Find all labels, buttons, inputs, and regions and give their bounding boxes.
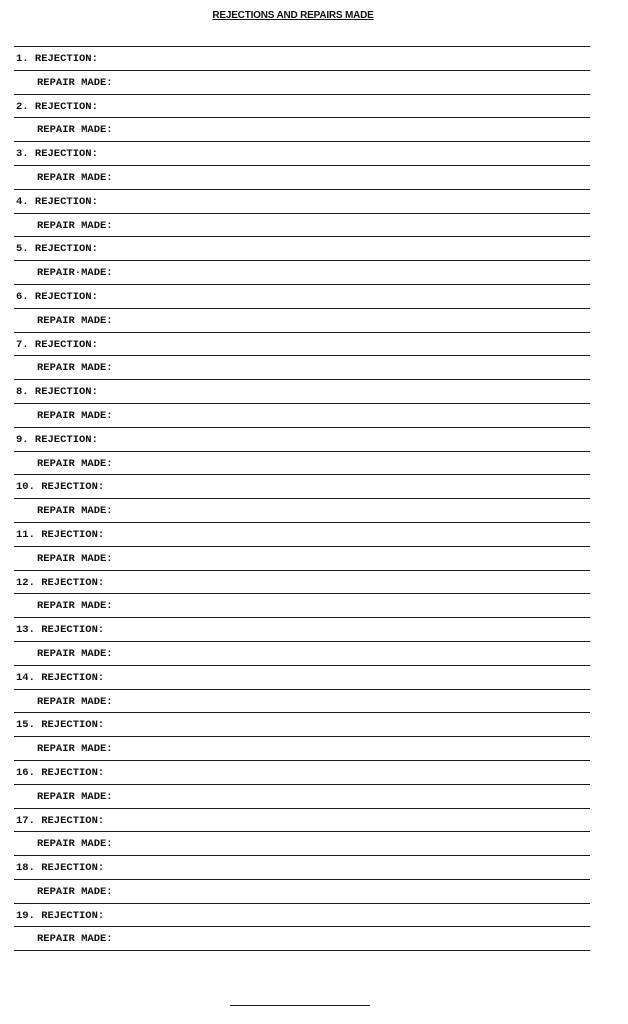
repair-made-label: REPAIR MADE: (37, 457, 113, 470)
repair-made-label: REPAIR MADE: (37, 409, 113, 422)
rejection-label: 6. REJECTION: (16, 290, 98, 303)
rejection-row[interactable] (14, 856, 590, 880)
rejection-form (14, 46, 590, 951)
rejection-label: 16. REJECTION: (16, 766, 105, 779)
repair-made-label: REPAIR MADE: (37, 743, 113, 756)
rejection-label: 12. REJECTION: (16, 576, 105, 589)
repair-made-label: REPAIR MADE: (37, 647, 113, 660)
footer-divider (230, 1005, 370, 1006)
rejection-label: 8. REJECTION: (16, 386, 98, 399)
rejection-row[interactable] (14, 904, 590, 928)
repair-made-label: REPAIR MADE: (37, 362, 113, 375)
repair-made-row[interactable] (14, 594, 590, 618)
repair-made-label: REPAIR MADE: (37, 695, 113, 708)
repair-made-label: REPAIR MADE: (37, 838, 113, 851)
repair-made-label: REPAIR MADE: (37, 552, 113, 565)
repair-made-row[interactable] (14, 642, 590, 666)
rejection-label: 2. REJECTION: (16, 100, 98, 113)
rejection-row[interactable] (14, 713, 590, 737)
repair-made-row[interactable] (14, 547, 590, 571)
rejection-row[interactable] (14, 190, 590, 214)
repair-made-label: REPAIR MADE: (37, 76, 113, 89)
rejection-row[interactable] (14, 285, 590, 309)
rejection-label: 15. REJECTION: (16, 719, 105, 732)
rejection-row[interactable] (14, 618, 590, 642)
repair-made-row[interactable] (14, 309, 590, 333)
repair-made-row[interactable] (14, 880, 590, 904)
rejection-row[interactable] (14, 142, 590, 166)
repair-made-row[interactable] (14, 71, 590, 95)
rejection-row[interactable] (14, 475, 590, 499)
page-title: REJECTIONS AND REPAIRS MADE (212, 10, 374, 21)
repair-made-label: REPAIR MADE: (37, 505, 113, 518)
rejection-label: 11. REJECTION: (16, 528, 105, 541)
rejection-row[interactable] (14, 809, 590, 833)
repair-made-label: REPAIR MADE: (37, 885, 113, 898)
rejection-row[interactable] (14, 761, 590, 785)
rejection-label: 13. REJECTION: (16, 624, 105, 637)
rejection-row[interactable] (14, 47, 590, 71)
repair-made-row[interactable] (14, 785, 590, 809)
repair-made-label: REPAIR MADE: (37, 600, 113, 613)
repair-made-row[interactable] (14, 737, 590, 761)
rejection-row[interactable] (14, 95, 590, 119)
rejection-label: 5. REJECTION: (16, 243, 98, 256)
repair-made-row[interactable] (14, 832, 590, 856)
repair-made-label: REPAIR MADE: (37, 171, 113, 184)
repair-made-row[interactable] (14, 261, 590, 285)
rejection-row[interactable] (14, 237, 590, 261)
repair-made-row[interactable] (14, 499, 590, 523)
repair-made-label: REPAIR MADE: (37, 790, 113, 803)
repair-made-row[interactable] (14, 927, 590, 951)
rejection-label: 1. REJECTION: (16, 53, 98, 65)
rejection-label: 18. REJECTION: (16, 862, 105, 875)
rejection-row[interactable] (14, 666, 590, 690)
rejection-label: 3. REJECTION: (16, 148, 98, 161)
repair-made-row[interactable] (14, 452, 590, 476)
rejection-label: 9. REJECTION: (16, 433, 98, 446)
rejection-label: 17. REJECTION: (16, 814, 105, 827)
repair-made-row[interactable] (14, 690, 590, 714)
repair-made-row[interactable] (14, 214, 590, 238)
repair-made-row[interactable] (14, 166, 590, 190)
rejection-label: 7. REJECTION: (16, 338, 98, 351)
rejection-label: 4. REJECTION: (16, 195, 98, 208)
repair-made-label: REPAIR MADE: (37, 933, 113, 946)
rejection-row[interactable] (14, 333, 590, 357)
repair-made-label: REPAIR MADE: (37, 124, 113, 137)
repair-made-row[interactable] (14, 118, 590, 142)
rejection-label: 10. REJECTION: (16, 481, 105, 494)
repair-made-label: REPAIR MADE: (37, 314, 113, 327)
repair-made-label: REPAIR·MADE: (37, 267, 113, 280)
rejection-row[interactable] (14, 571, 590, 595)
rejection-label: 19. REJECTION: (16, 909, 105, 922)
repair-made-row[interactable] (14, 404, 590, 428)
rejection-row[interactable] (14, 380, 590, 404)
rejection-label: 14. REJECTION: (16, 671, 105, 684)
rejection-row[interactable] (14, 523, 590, 547)
repair-made-row[interactable] (14, 356, 590, 380)
rejection-row[interactable] (14, 428, 590, 452)
repair-made-label: REPAIR MADE: (37, 219, 113, 232)
